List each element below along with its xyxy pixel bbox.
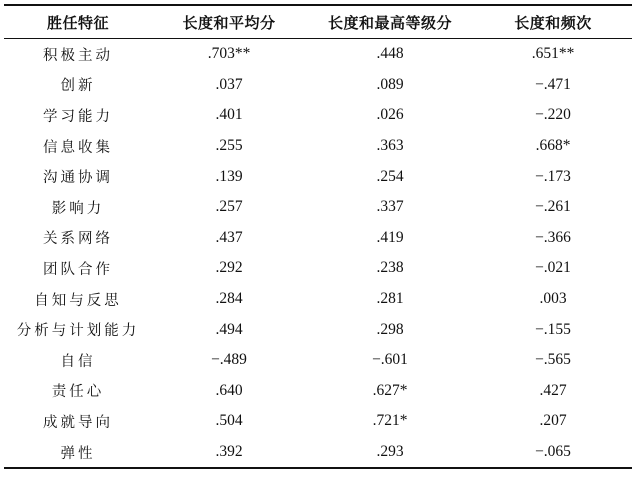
trait-cell: 学习能力 [43,108,113,125]
max-cell: .254 [376,167,404,185]
table-row [4,437,632,469]
trait-cell: 关系网络 [43,231,113,248]
avg-cell: .392 [215,443,243,461]
freq-cell: .427 [539,381,567,399]
table-body [4,39,632,469]
avg-cell: .504 [215,412,243,430]
avg-cell: .494 [215,320,243,338]
trait-cell: 信息收集 [43,139,113,156]
trait-cell: 积极主动 [43,47,113,64]
trait-cell: 影响力 [51,200,105,217]
max-cell: .448 [376,45,404,63]
table-row [4,100,632,131]
table-row [4,192,632,223]
avg-cell: .037 [215,75,243,93]
correlation-table-container [4,4,632,469]
trait-cell: 自知与反思 [34,292,122,309]
table-row [4,376,632,407]
avg-cell: .401 [215,106,243,124]
avg-cell: .703** [207,45,251,63]
table-row [4,161,632,192]
trait-cell: 成就导向 [43,414,113,431]
max-cell: .419 [376,228,404,246]
correlation-table [4,4,632,469]
avg-cell: .257 [215,198,243,216]
max-cell: .337 [376,198,404,216]
max-cell: −.601 [372,351,408,369]
table-row [4,284,632,315]
max-cell: .721* [372,412,408,430]
avg-cell: −.489 [211,351,247,369]
table-row [4,131,632,162]
avg-cell: .255 [215,137,243,155]
freq-cell: .003 [539,290,567,308]
table-row [4,253,632,284]
max-cell: .281 [376,290,404,308]
max-cell: .298 [376,320,404,338]
header-trait: 胜任特征 [46,13,109,32]
avg-cell: .139 [215,167,243,185]
freq-cell: −.065 [535,443,571,461]
header-length-avg: 长度和平均分 [182,13,276,32]
table-row [4,314,632,345]
freq-cell: −.021 [535,259,571,277]
freq-cell: −.261 [535,198,571,216]
trait-cell: 创新 [60,78,96,95]
max-cell: .363 [376,137,404,155]
freq-cell: −.220 [535,106,571,124]
avg-cell: .640 [215,381,243,399]
max-cell: .026 [376,106,404,124]
table-row [4,406,632,437]
header-length-freq: 长度和频次 [514,13,592,32]
max-cell: .089 [376,75,404,93]
header-length-max: 长度和最高等级分 [327,13,452,32]
freq-cell: −.565 [535,351,571,369]
max-cell: .293 [376,443,404,461]
freq-cell: −.155 [535,320,571,338]
table-row [4,223,632,254]
freq-cell: −.366 [535,228,571,246]
table-header-row [4,5,632,39]
max-cell: .238 [376,259,404,277]
trait-cell: 弹性 [60,445,96,462]
freq-cell: −.173 [535,167,571,185]
freq-cell: .668* [535,137,571,155]
table-row [4,39,632,70]
freq-cell: .651** [531,45,575,63]
avg-cell: .292 [215,259,243,277]
max-cell: .627* [372,381,408,399]
trait-cell: 团队合作 [43,261,113,278]
avg-cell: .437 [215,228,243,246]
avg-cell: .284 [215,290,243,308]
table-row [4,345,632,376]
trait-cell: 自信 [60,353,96,370]
trait-cell: 沟通协调 [43,170,113,187]
freq-cell: −.471 [535,75,571,93]
trait-cell: 责任心 [51,384,105,401]
trait-cell: 分析与计划能力 [16,323,140,340]
table-row [4,70,632,101]
freq-cell: .207 [539,412,567,430]
